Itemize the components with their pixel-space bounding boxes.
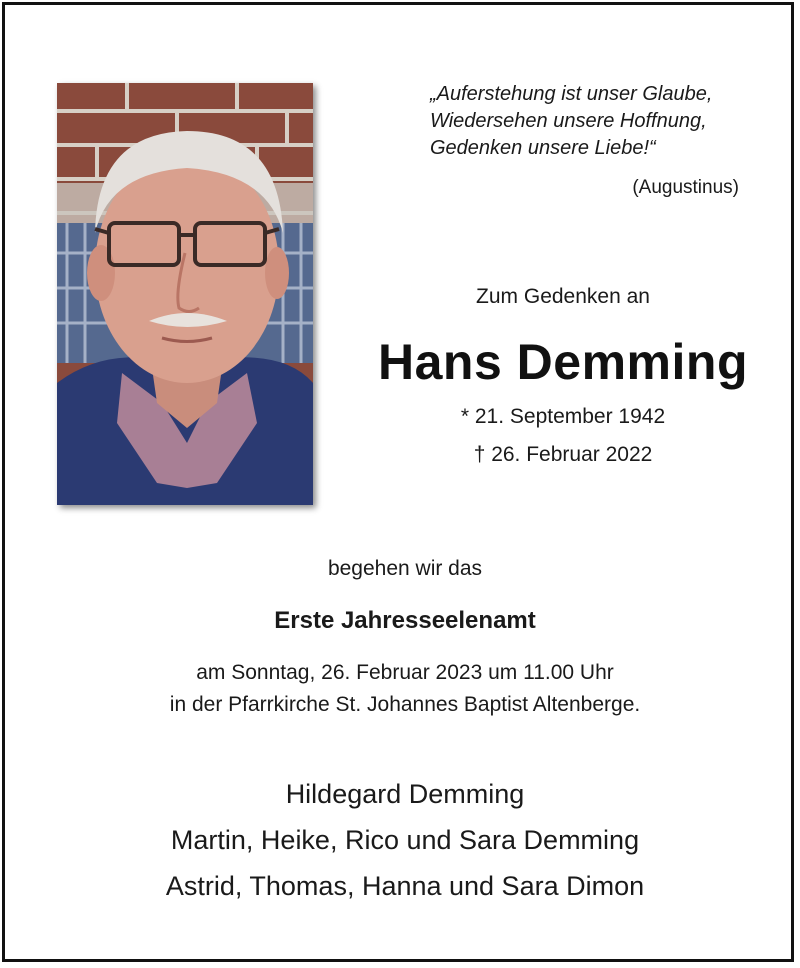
portrait-photo (57, 83, 313, 505)
deceased-name: Hans Demming (378, 334, 748, 390)
quote-line: Wiedersehen unsere Hoffnung, (430, 110, 707, 132)
portrait-image (57, 83, 313, 505)
service-place: in der Pfarrkirche St. Johannes Baptist Altenberge. (169, 693, 641, 716)
service-details (5, 657, 800, 721)
service-title: Erste Jahresseelenamt (274, 607, 536, 634)
service-lead: begehen wir das (327, 557, 483, 580)
quote-block (430, 81, 760, 162)
service-date: am Sonntag, 26. Februar 2023 um 11.00 Uhr (196, 661, 614, 684)
notice-frame (2, 2, 794, 962)
quote-author: (Augustinus) (632, 177, 739, 198)
birth-date: * 21. September 1942 (460, 405, 666, 428)
family-member: Martin, Heike, Rico und Sara Demming (170, 825, 640, 855)
family-member: Hildegard Demming (285, 779, 525, 809)
death-date: † 26. Februar 2022 (473, 443, 653, 466)
memorial-intro: Zum Gedenken an (476, 285, 650, 308)
quote-line: „Auferstehung ist unser Glaube, (430, 83, 713, 105)
family-member: Astrid, Thomas, Hanna und Sara Dimon (165, 871, 645, 901)
family-list (5, 771, 800, 909)
quote-line: Gedenken unsere Liebe!“ (430, 137, 656, 159)
